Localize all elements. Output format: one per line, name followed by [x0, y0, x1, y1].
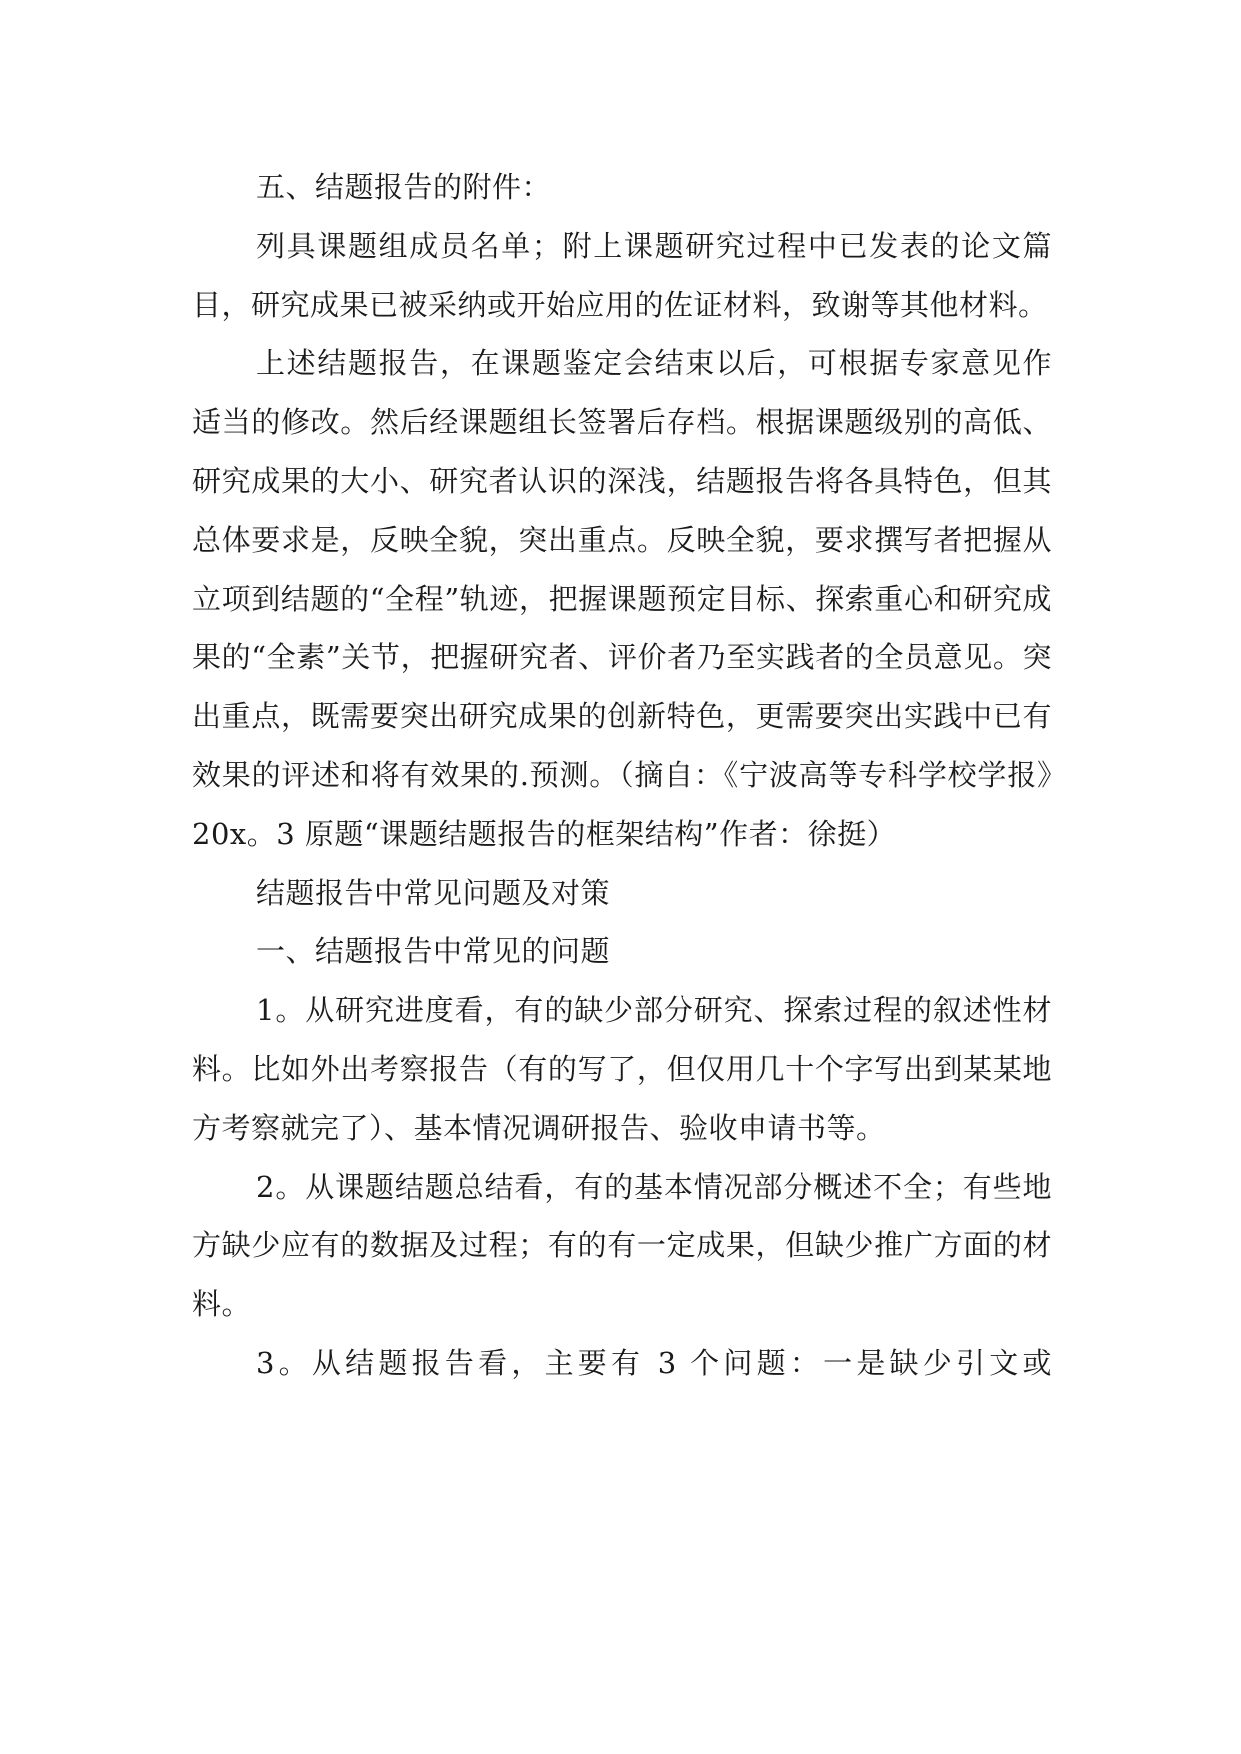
- document-body: [192, 158, 1052, 1393]
- heading-attachments: 五、结题报告的附件：: [256, 170, 552, 204]
- paragraph-problem-3: 3。从结题报告看，主要有 3 个问题：一是缺少引文或: [256, 1345, 1052, 1380]
- paragraph-report-summary: 上述结题报告，在课题鉴定会结束以后，可根据专家意见作适当的修改。然后经课题组长签署后存档。根据课题级别的高低、研究成果的大小、研究者认识的深浅，结题报告将各具特色，但其总体要求是，反映全貌，突出重点。反映全貌，要求撰写者把握从立项到结题的“全程”轨迹，把握课题预定目标、探索重心和研究成果的“全素”关节，把握研究者、评价者乃至实践者的全员意见。突出重点，既需要突出研究成果的创新特色，更需要突出实践中已有效果的评述和将有效果的.预测。（摘自：《宁波高等专科学校学报》20x。3 原题“课题结题报告的框架结构”作者：徐挺）: [192, 346, 1052, 851]
- heading-section-one: 一、结题报告中常见的问题: [256, 934, 611, 969]
- paragraph-problem-2: 2。从课题结题总结看，有的基本情况部分概述不全；有些地方缺少应有的数据及过程；有的有一定成果，但缺少推广方面的材料。: [192, 1169, 1052, 1322]
- paragraph-problem-1: 1。从研究进度看，有的缺少部分研究、探索过程的叙述性材料。比如外出考察报告（有的写了，但仅用几十个字写出到某某地方考察就完了）、基本情况调研报告、验收申请书等。: [192, 993, 1052, 1145]
- heading-common-problems: 结题报告中常见问题及对策: [256, 875, 611, 910]
- paragraph-attachments: 列具课题组成员名单；附上课题研究过程中已发表的论文篇目，研究成果已被采纳或开始应用的佐证材料，致谢等其他材料。: [192, 228, 1052, 322]
